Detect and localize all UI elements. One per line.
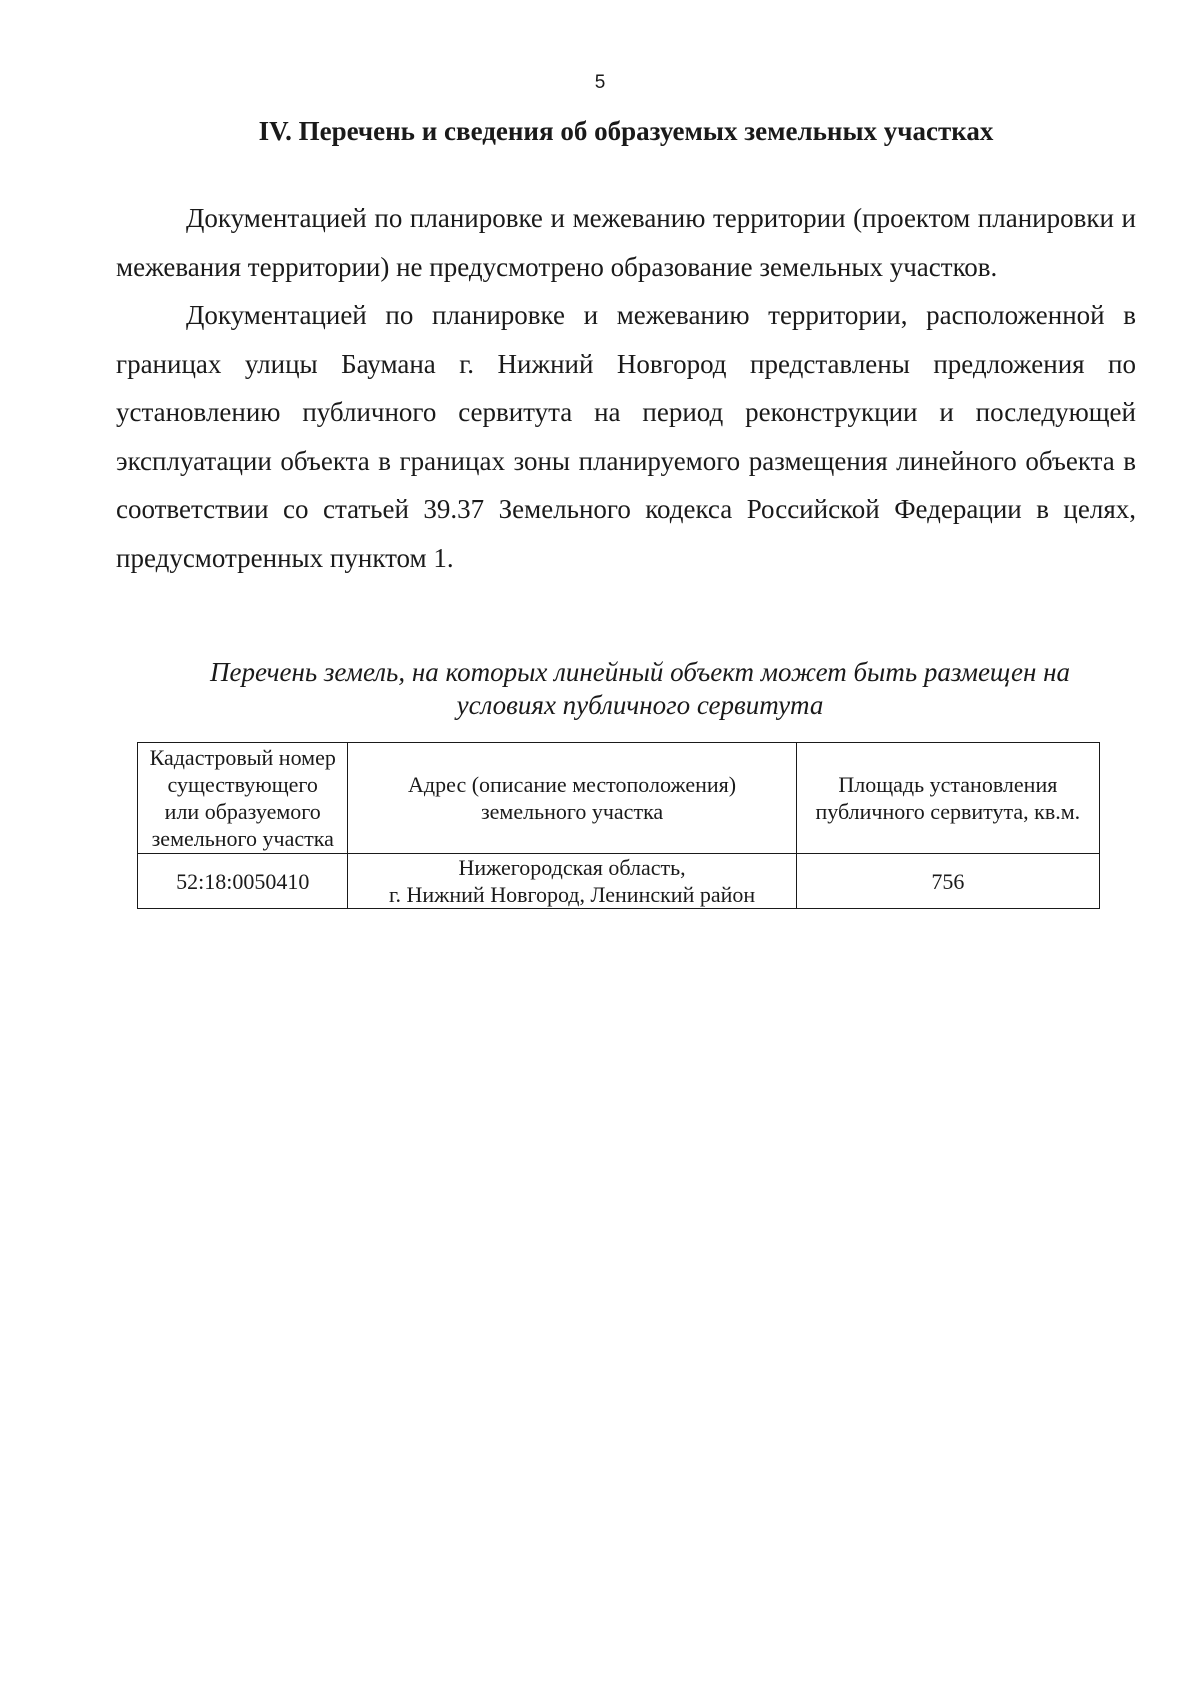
cell-address: Нижегородская область, г. Нижний Новгород, Ленинский район [348,854,796,909]
table-header-row [138,743,1100,854]
paragraph: Документацией по планировке и межеванию территории (проектом планировки и межевания территории) не предусмотрено образование земельных участков. [116,203,1136,282]
section-body [116,194,1136,582]
table-caption [160,656,1120,722]
cell-cadastral-number: 52:18:0050410 [138,854,348,909]
paragraph: Документацией по планировке и межеванию территории, расположенной в границах улицы Баумана г. Нижний Новгород представлены предложения по установлению публичного сервитута на период реконструкции и последующей эксплуатации объекта в границах зоны планируемого размещения линейного объекта в соответствии со статьей 39.37 Земельного кодекса Российской Федерации в целях, предусмотренных пунктом 1. [116,300,1136,573]
header-address: Адрес (описание местоположения) земельного участка [348,743,796,854]
header-cadastral-number: Кадастровый номер существующего или образуемого земельного участка [138,743,348,854]
header-servitude-area: Площадь установления публичного сервитута, кв.м. [796,743,1099,854]
servitude-table [137,742,1100,909]
table-caption-line: Перечень земель, на которых линейный объект может быть размещен на [209,657,1071,687]
table-row [138,854,1100,909]
cell-servitude-area: 756 [796,854,1099,909]
table-caption-line: условиях публичного сервитута [456,690,824,720]
page-number: 5 [594,72,606,93]
section-heading: IV. Перечень и сведения об образуемых земельных участках [258,116,994,146]
